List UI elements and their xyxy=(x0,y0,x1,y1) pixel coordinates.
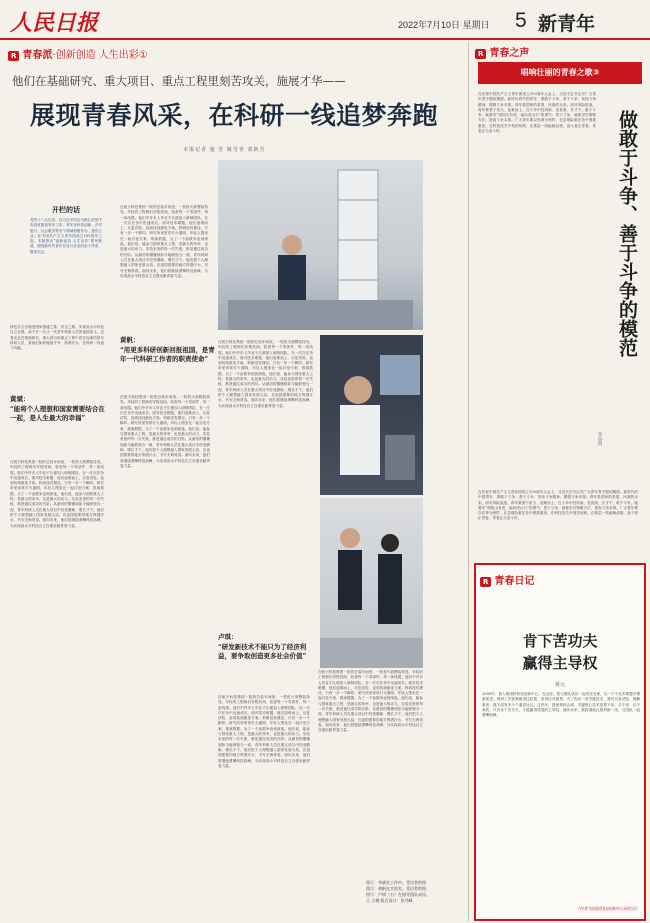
credit-line-1: 图①：李斌在工作中。受访者供图 xyxy=(366,880,426,885)
feature-kicker: 他们在基础研究、重大项目、重点工程里刻苦攻关，施展才华—— xyxy=(12,74,346,88)
intro-text: 科技自立自强是国家强盛之基、安全之要。实现高水平科技自立自强，离不开一代又一代青年科研人员的接续奋斗。记者走近在基础研究、重大项目和重点工程中攻坚克难的青年科研人员，看他们如何施展才华、挥洒汗水，在科研一线奋斗奔跑。 xyxy=(10,325,104,351)
quote2-name: 黄帆： xyxy=(120,336,140,344)
quote2-text: “用更多科研创新回报祖国，是青年一代科研工作者的职责使命” xyxy=(120,346,215,363)
paper-logo: 人民日报 xyxy=(10,10,99,36)
side-title: 做敢于斗争、善于斗争的模范 xyxy=(616,110,638,357)
diary-title-line-2: 赢得主导权 xyxy=(522,654,598,672)
feature-column-tag: R 青春派·创新创造 人生出彩① xyxy=(8,46,148,61)
photo-scientist-lab xyxy=(320,335,423,495)
feature-title: 展现青春风采，在科研一线追梦奔跑 xyxy=(30,101,439,130)
feature-byline: 本报记者 施 芳 姚雪青 刘新吾 xyxy=(183,147,266,153)
diary-title-line-1: 肯下苦功夫 xyxy=(522,632,598,650)
opening-heading: 开栏的话 xyxy=(52,206,80,214)
credit-line-3: 图③：卢琪（右）在指导团队成员。 xyxy=(366,892,430,897)
credit-line-4: 王 立摄 版式设计：张丹峰 xyxy=(366,898,413,903)
column1-body: 在航天科技集团一院的总装车间里，一枚枚火箭整装待发。年轻的工程师们穿梭其间，检查每一个零部件、每一条线缆。他们中许多人毕业不久便加入研制团队，在一次次任务中迅速成长。面对技术难题，他们迎难而上，反复试验，直到找到最优方案。科研没有捷径，只有一步一个脚印。研究所里常常灯火通明，年轻人围坐在一起讨论方案、推演数据，为了一个参数争论到深夜。他们说，能参与国家重大工程，是最大的荣幸，也是最大的动力。实验室里的每一次失败，都是通往成功的台阶。从最初的懵懂到如今能够独当一面，青年科研人员在重大项目中经受磨砺、增长才干。他们把个人理想融入国家发展大局，在祖国需要的地方挥洒汗水，书写无悔青春。面向未来，他们将继续勇攀科技高峰，为实现高水平科技自立自强贡献青春力量。 xyxy=(10,460,104,528)
page-number: 5 xyxy=(515,9,527,32)
quote3-block xyxy=(218,632,310,661)
column3-body: 在航天科技集团一院的总装车间里，一枚枚火箭整装待发。年轻的工程师们穿梭其间，检查每一个零部件、每一条线缆。他们中许多人毕业不久便加入研制团队，在一次次任务中迅速成长。面对技术难题，他们迎难而上，反复试验，直到找到最优方案。科研没有捷径，只有一步一个脚印。研究所里常常灯火通明，年轻人围坐在一起讨论方案、推演数据，为了一个参数争论到深夜。他们说，能参与国家重大工程，是最大的荣幸，也是最大的动力。实验室里的每一次失败，都是通往成功的台阶。从最初的懵懂到如今能够独当一面，青年科研人员在重大项目中经受磨砺、增长才干。他们把个人理想融入国家发展大局，在祖国需要的地方挥洒汗水，书写无悔青春。面向未来，他们将继续勇攀科技高峰，为实现高水平科技自立自强贡献青春力量。 xyxy=(218,340,313,408)
motion-capture-graphic xyxy=(320,498,423,668)
lab-graphic xyxy=(320,335,423,495)
side-column-header: R 青春之声 xyxy=(475,44,529,59)
photo-motion-capture xyxy=(320,498,423,668)
credit-line-2: 图②：黄帆在实验室。受访者供图 xyxy=(366,886,426,891)
diary-author: 黄元 xyxy=(554,682,565,688)
column2-body-top: 在航天科技集团一院的总装车间里，一枚枚火箭整装待发。年轻的工程师们穿梭其间，检查每一个零部件、每一条线缆。他们中许多人毕业不久便加入研制团队，在一次次任务中迅速成长。面对技术难题，他们迎难而上，反复试验，直到找到最优方案。科研没有捷径，只有一步一个脚印。研究所里常常灯火通明，年轻人围坐在一起讨论方案、推演数据，为了一个参数争论到深夜。他们说，能参与国家重大工程，是最大的荣幸，也是最大的动力。实验室里的每一次失败，都是通往成功的台阶。从最初的懵懂到如今能够独当一面，青年科研人员在重大项目中经受磨砺、增长才干。他们把个人理想融入国家发展大局，在祖国需要的地方挥洒汗水，书写无悔青春。面向未来，他们将继续勇攀科技高峰，为实现高水平科技自立自强贡献青春力量。 xyxy=(120,205,208,278)
side-body-lower: 在庆祝中国共产主义青年团成立100周年大会上，习近平总书记对广大青年寄予殷切期望。新时代的中国青年，要敢于斗争、善于斗争，发扬斗争精神，增强斗争本领。青年是国家的希望、民族的未来。面对风险挑战，青年要勇于担当、迎难而上，在斗争中经风雨、见世面、长才干。敢于斗争，就要有“明知山有虎，偏向虎山行”的勇气；善于斗争，就要讲究策略方法，提高斗争本领。广大青年要以先辈为榜样，在急难险重任务中勇挑重担，在科技攻关中刻苦钻研，在基层一线砥砺品格。奋斗者正青春，青春正当奋斗时。 xyxy=(478,490,638,521)
column2-body: 在航天科技集团一院的总装车间里，一枚枚火箭整装待发。年轻的工程师们穿梭其间，检查每一个零部件、每一条线缆。他们中许多人毕业不久便加入研制团队，在一次次任务中迅速成长。面对技术难题，他们迎难而上，反复试验，直到找到最优方案。科研没有捷径，只有一步一个脚印。研究所里常常灯火通明，年轻人围坐在一起讨论方案、推演数据，为了一个参数争论到深夜。他们说，能参与国家重大工程，是最大的荣幸，也是最大的动力。实验室里的每一次失败，都是通往成功的台阶。从最初的懵懂到如今能够独当一面，青年科研人员在重大项目中经受磨砺、增长才干。他们把个人理想融入国家发展大局，在祖国需要的地方挥洒汗水，书写无悔青春。面向未来，他们将继续勇攀科技高峰，为实现高水平科技自立自强贡献青春力量。 xyxy=(120,395,210,468)
opening-box xyxy=(30,205,102,320)
section-title: 新青年 xyxy=(538,13,596,35)
quote1-name: 黄斌： xyxy=(10,395,30,403)
quote3-text: “研发新技术不能只为了经济利益，要争取创造更多社会价值” xyxy=(218,643,307,660)
column4-body: 在航天科技集团一院的总装车间里，一枚枚火箭整装待发。年轻的工程师们穿梭其间，检查每一个零部件、每一条线缆。他们中许多人毕业不久便加入研制团队，在一次次任务中迅速成长。面对技术难题，他们迎难而上，反复试验，直到找到最优方案。科研没有捷径，只有一步一个脚印。研究所里常常灯火通明，年轻人围坐在一起讨论方案、推演数据，为了一个参数争论到深夜。他们说，能参与国家重大工程，是最大的荣幸，也是最大的动力。实验室里的每一次失败，都是通往成功的台阶。从最初的懵懂到如今能够独当一面，青年科研人员在重大项目中经受磨砺、增长才干。他们把个人理想融入国家发展大局，在祖国需要的地方挥洒汗水，书写无悔青春。面向未来，他们将继续勇攀科技高峰，为实现高水平科技自立自强贡献青春力量。 xyxy=(318,670,423,733)
quote2-block xyxy=(120,335,216,364)
photo-credits xyxy=(366,880,461,904)
quote1-block xyxy=(10,394,106,423)
column3-body-bottom: 在航天科技集团一院的总装车间里，一枚枚火箭整装待发。年轻的工程师们穿梭其间，检查每一个零部件、每一条线缆。他们中许多人毕业不久便加入研制团队，在一次次任务中迅速成长。面对技术难题，他们迎难而上，反复试验，直到找到最优方案。科研没有捷径，只有一步一个脚印。研究所里常常灯火通明，年轻人围坐在一起讨论方案、推演数据，为了一个参数争论到深夜。他们说，能参与国家重大工程，是最大的荣幸，也是最大的动力。实验室里的每一次失败，都是通往成功的台阶。从最初的懵懂到如今能够独当一面，青年科研人员在重大项目中经受磨砺、增长才干。他们把个人理想融入国家发展大局，在祖国需要的地方挥洒汗水，书写无悔青春。面向未来，他们将继续勇攀科技高峰，为实现高水平科技自立自强贡献青春力量。 xyxy=(218,695,310,768)
tower-graphic xyxy=(218,160,423,330)
issue-date: 2022年7月10日 星期日 xyxy=(398,20,490,30)
diary-footer: （作者为国防科技创新中心研究员） xyxy=(576,906,640,911)
column-badge-icon: R xyxy=(8,51,19,61)
quote1-text: “能将个人理想和国家需要结合在一起，是人生最大的幸福” xyxy=(10,405,105,422)
side-body: 在庆祝中国共产主义青年团成立100周年大会上，习近平总书记对广大青年寄予殷切期望。新时代的中国青年，要敢于斗争、善于斗争，发扬斗争精神，增强斗争本领。青年是国家的希望、民族的未来。面对风险挑战，青年要勇于担当、迎难而上，在斗争中经风雨、见世面、长才干。敢于斗争，就要有“明知山有虎，偏向虎山行”的勇气；善于斗争，就要讲究策略方法，提高斗争本领。广大青年要以先辈为榜样，在急难险重任务中勇挑重担，在科技攻关中刻苦钻研，在基层一线砥砺品格。奋斗者正青春，青春正当奋斗时。 xyxy=(478,92,596,134)
side-series-banner: 唱响壮丽的青春之歌③ xyxy=(478,62,642,84)
opening-text: 党的十八大以来，以习近平同志为核心的党中央高度重视青年工作，青年在科技创新、乡村振兴、社会服务等各个领域积极作为、建功立业。在中国共产主义青年团成立100周年之际，本版推出“创新创造 人生出彩”系列报道，展现新时代青年在各行各业的奋斗风采，敬请关注。 xyxy=(30,218,102,254)
diary-body: 2008年，我入职国防科技创新中心。在这里，我与团队成员一起攻坚克难，从一个个技术难题中摸索前进。科研工作需要耐得住寂寞、坐得住冷板凳。为了攻克一项关键技术，我们反复试验、推翻重来，数不清有多少个通宵达旦。这些年，我深刻体会到，关键核心技术是要不来、买不来、讨不来的，只有肯下苦功夫，才能赢得发展的主导权。面向未来，我将继续扎根科研一线，与团队一起勇攀高峰。 xyxy=(482,692,640,718)
side-author: 李昌禹 xyxy=(597,432,602,446)
photo-scientist-tower xyxy=(218,160,423,330)
column-divider xyxy=(468,42,469,922)
side-badge-icon: R xyxy=(475,49,486,59)
diary-header: R 青春日记 xyxy=(480,572,534,587)
diary-title xyxy=(476,630,644,674)
quote3-name: 卢琪： xyxy=(218,633,238,641)
diary-badge-icon: R xyxy=(480,577,491,587)
masthead xyxy=(0,0,650,40)
